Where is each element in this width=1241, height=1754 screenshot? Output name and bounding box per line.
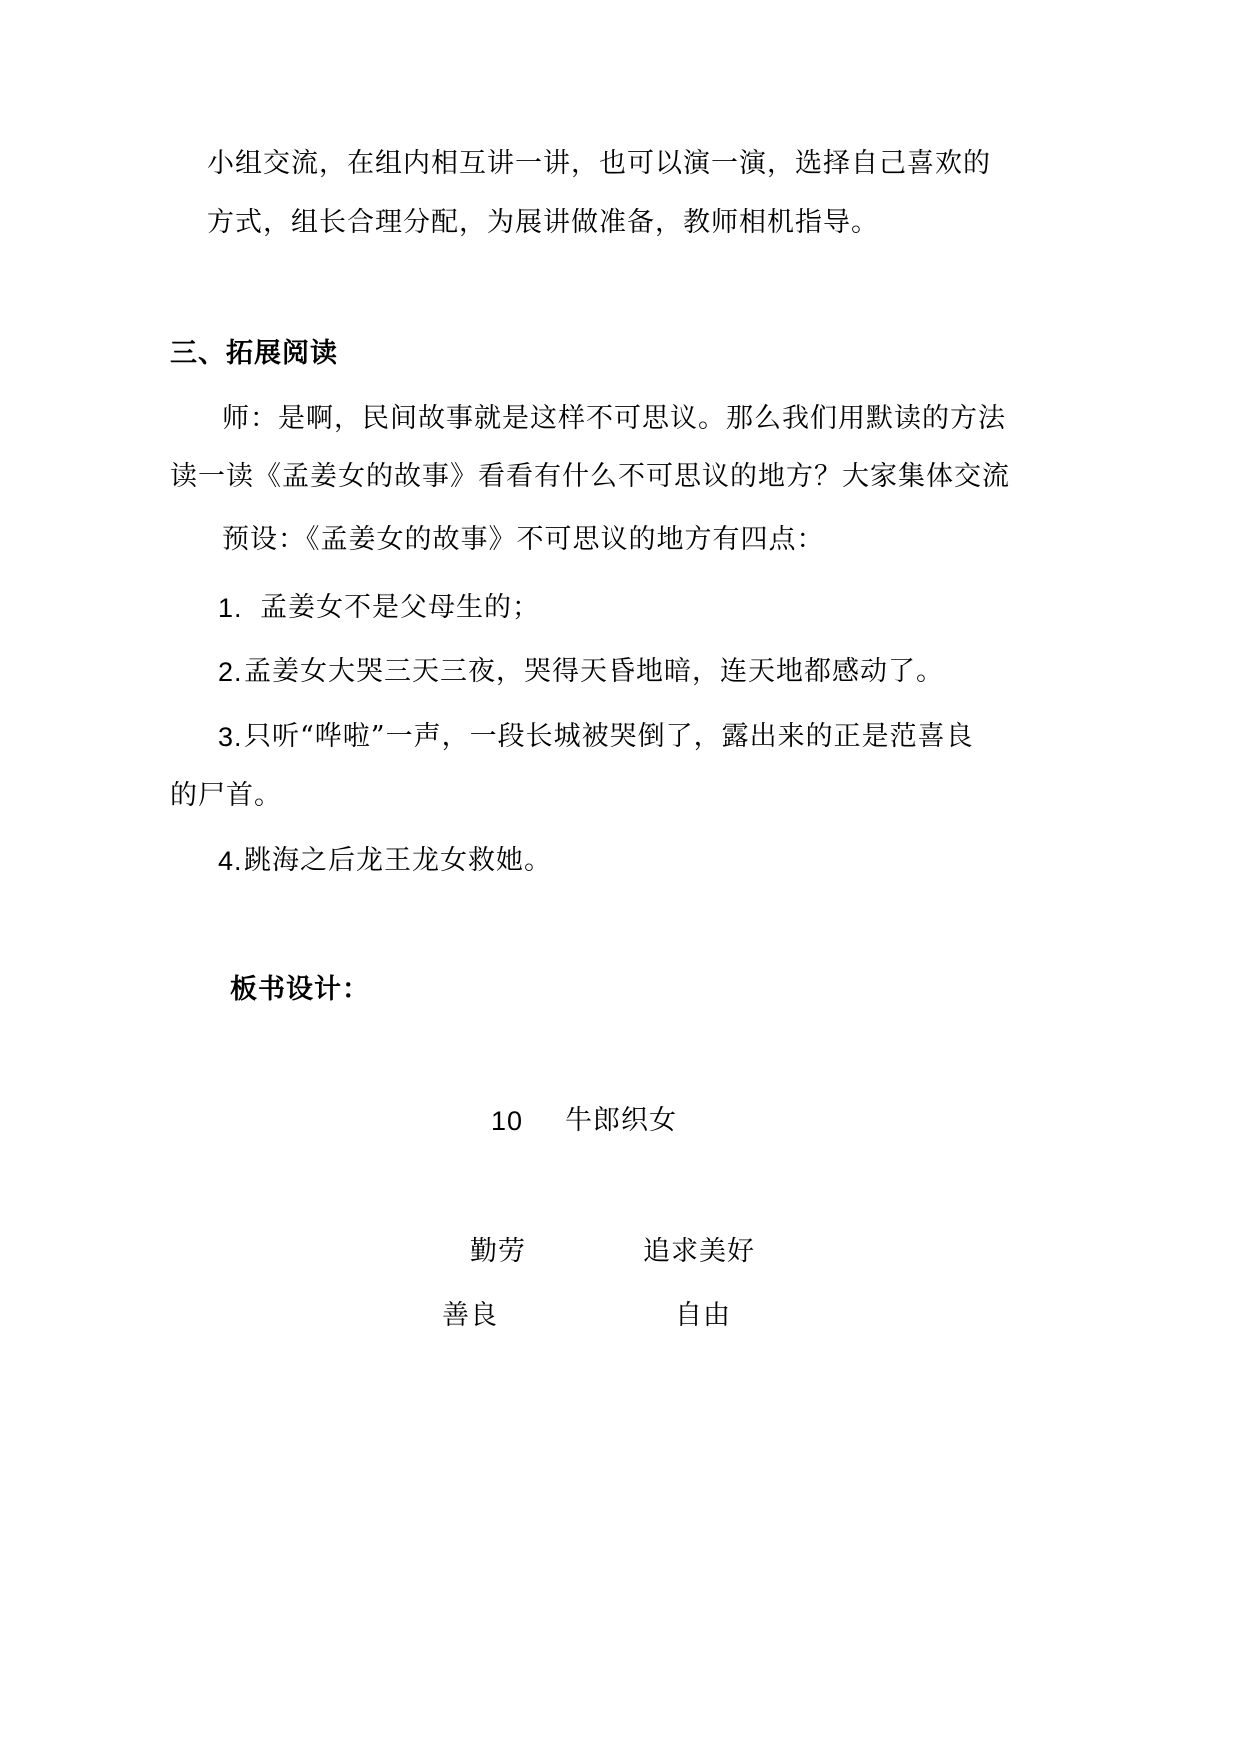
teacher-line-1: 师：是啊，民间故事就是这样不可思议。那么我们用默读的方法 bbox=[222, 403, 1006, 434]
group-discussion-line-1: 小组交流，在组内相互讲一讲，也可以演一演，选择自己喜欢的 bbox=[207, 148, 991, 179]
group-discussion-line-2: 方式，组长合理分配，为展讲做准备，教师相机指导。 bbox=[207, 207, 879, 238]
section-heading-extended-reading: 三、拓展阅读 bbox=[170, 338, 338, 369]
point-number: 2. bbox=[218, 657, 243, 687]
teacher-line-2: 读一读《孟姜女的故事》看看有什么不可思议的地方？大家集体交流 bbox=[170, 461, 1010, 492]
point-text: 孟姜女不是父母生的； bbox=[260, 592, 540, 623]
point-text-continued: 的尸首。 bbox=[170, 780, 282, 811]
point-number: 4. bbox=[218, 846, 243, 876]
preset-line: 预设：《孟姜女的故事》不可思议的地方有四点： bbox=[222, 524, 825, 555]
lesson-number: 10 bbox=[491, 1106, 524, 1136]
point-number: 1. bbox=[218, 593, 243, 623]
board-word-kind: 善良 bbox=[442, 1300, 498, 1331]
point-text: 孟姜女大哭三天三夜，哭得天昏地暗，连天地都感动了。 bbox=[244, 656, 944, 687]
board-design-heading: 板书设计： bbox=[230, 974, 370, 1005]
board-word-diligent: 勤劳 bbox=[470, 1236, 526, 1267]
board-word-pursue-beauty: 追求美好 bbox=[643, 1236, 755, 1267]
board-word-freedom: 自由 bbox=[675, 1300, 731, 1331]
point-text: 跳海之后龙王龙女救她。 bbox=[244, 845, 552, 876]
lesson-title: 牛郎织女 bbox=[565, 1105, 677, 1136]
point-number: 3. bbox=[218, 722, 243, 752]
point-text: 只听“哗啦”一声，一段长城被哭倒了，露出来的正是范喜良 bbox=[244, 721, 974, 752]
